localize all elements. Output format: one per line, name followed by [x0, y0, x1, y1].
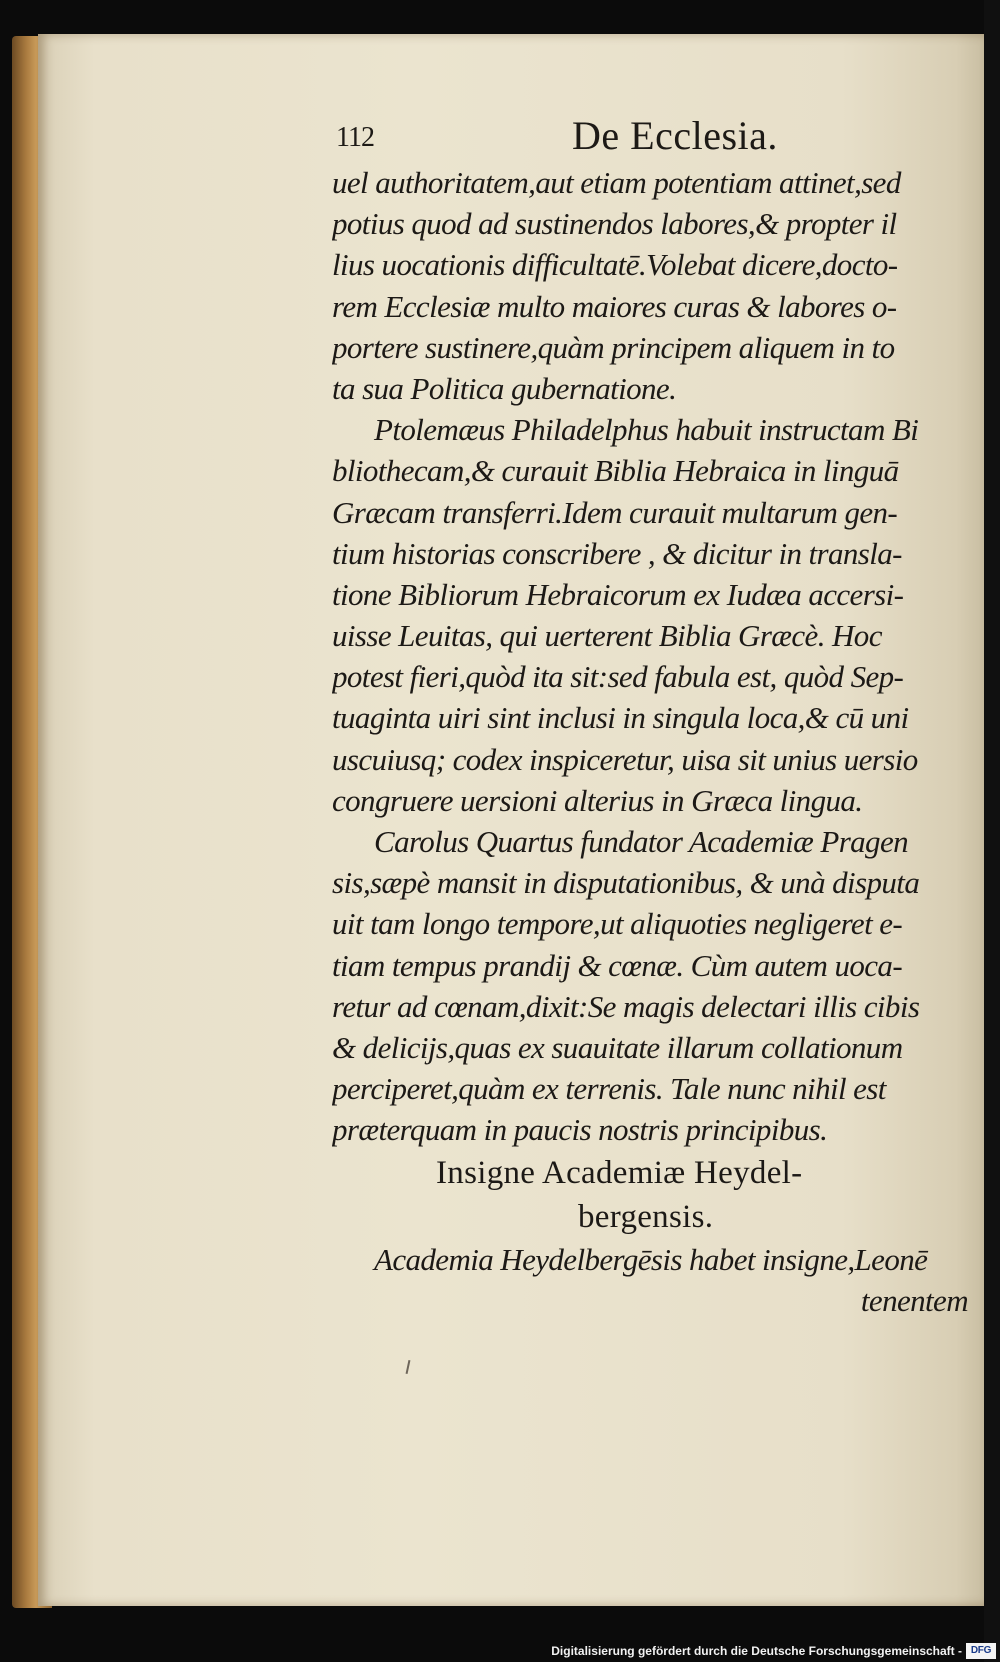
text-line: potius quod ad sustinendos labores,& propter il [332, 206, 897, 242]
text-line: Græcam transferri.Idem curauit multarum gen- [332, 494, 898, 530]
text-line: præterquam in paucis nostris principibus. [332, 1112, 828, 1148]
text-line: lius uocationis difficultatē.Volebat dicere,docto- [332, 247, 898, 283]
text-line: bliothecam,& curauit Biblia Hebraica in linguā [332, 453, 899, 489]
page-number: 112 [336, 122, 374, 153]
paragraph-3 [332, 821, 982, 1151]
heading-line: Insigne Academiæ Heydel- [436, 1154, 803, 1191]
text-line: potest fieri,quòd ita sit:sed fabula est, quòd Sep- [332, 659, 904, 695]
digitization-footer [0, 1638, 1000, 1662]
text-line: uit tam longo tempore,ut aliquoties negligeret e- [332, 906, 903, 942]
text-line: tium historias conscribere , & dicitur in transla- [332, 535, 902, 571]
text-line: ta sua Politica gubernatione. [332, 370, 677, 406]
text-line: portere sustinere,quàm principem aliquem in to [332, 329, 895, 365]
text-line: uscuiusq; codex inspiceretur, uisa sit unius uersio [332, 741, 918, 777]
text-line: & delicijs,quas ex suauitate illarum collationum [332, 1029, 903, 1065]
text-line: tiam tempus prandij & cœnæ. Cùm autem uoca- [332, 947, 903, 983]
text-line: uel authoritatem,aut etiam potentiam attinet,sed [332, 165, 901, 200]
text-line: Carolus Quartus fundator Academiæ Pragen [374, 824, 909, 859]
funding-credit: Digitalisierung gefördert durch die Deutsche Forschungsgemeinschaft - [551, 1644, 962, 1658]
paragraph-2 [332, 409, 982, 821]
paragraph-4 [332, 1239, 982, 1321]
catchword: tenentem [860, 1282, 968, 1318]
text-block [332, 162, 982, 1321]
running-title: De Ecclesia. [572, 113, 778, 158]
text-line: rem Ecclesiæ multo maiores curas & labores o- [332, 288, 897, 324]
text-line: congruere uersioni alterius in Græca lingua. [332, 782, 863, 818]
text-line: tione Bibliorum Hebraicorum ex Iudæa accersi- [332, 576, 904, 612]
text-line: Ptolemæus Philadelphus habuit instructam Bi [374, 412, 919, 448]
text-line: tuaginta uiri sint inclusi in singula loca,& cū uni [332, 700, 909, 736]
dfg-logo: DFG [966, 1643, 996, 1659]
scan-border [984, 0, 1000, 1662]
page-header [336, 112, 976, 162]
heading-line: bergensis. [578, 1198, 714, 1235]
section-heading [332, 1151, 982, 1239]
text-line: retur ad cœnam,dixit:Se magis delectari illis cibis [332, 988, 920, 1024]
text-line: sis,sæpè mansit in disputationibus, & unà disputa [332, 865, 920, 901]
text-line: uisse Leuitas, qui uerterent Biblia Græcè. Hoc [332, 618, 882, 654]
text-line: Academia Heydelbergēsis habet insigne,Leonē [374, 1241, 928, 1277]
paragraph-1 [332, 162, 982, 409]
text-line: perciperet,quàm ex terrenis. Tale nunc nihil est [332, 1071, 886, 1107]
